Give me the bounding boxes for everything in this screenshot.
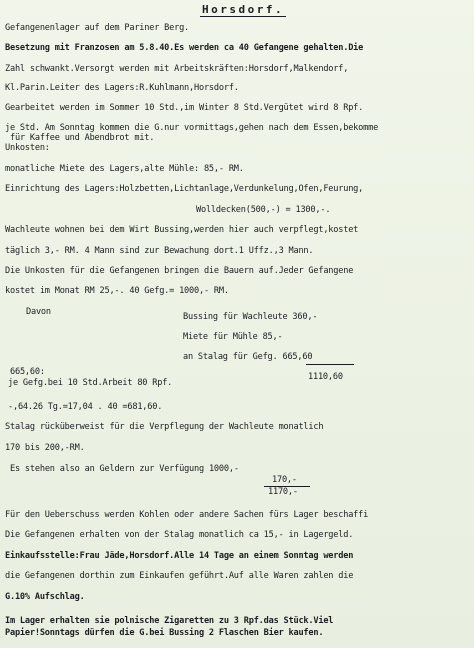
text-line: 665,60: bbox=[10, 367, 45, 377]
text-line: kostet im Monat RM 25,-. 40 Gefg.= 1000,- RM. bbox=[5, 286, 229, 296]
text-line: Die Unkosten für die Gefangenen bringen die Bauern auf.Jeder Gefangene bbox=[5, 266, 354, 276]
text-line: Besetzung mit Franzosen am 5.8.40.Es werden ca 40 Gefangene gehalten.Die bbox=[5, 43, 364, 53]
text-line: Davon bbox=[26, 307, 51, 317]
text-line: Gearbeitet werden im Sommer 10 Std.,im Winter 8 Std.Vergütet wird 8 Rpf. bbox=[5, 103, 364, 113]
text-line: Zahl schwankt.Versorgt werden mit Arbeitskräften:Horsdorf,Malkendorf, bbox=[5, 64, 349, 74]
text-line: Für den Ueberschuss werden Kohlen oder andere Sachen fürs Lager beschaffi bbox=[5, 510, 369, 520]
text-line: Gefangenenlager auf dem Pariner Berg. bbox=[5, 23, 190, 33]
text-line: G.10% Aufschlag. bbox=[5, 592, 85, 602]
text-line: die Gefangenen dorthin zum Einkaufen geführt.Auf alle Waren zahlen die bbox=[5, 571, 354, 581]
sum-rule bbox=[306, 364, 354, 365]
text-line: Die Gefangenen erhalten von der Stalag monatlich ca 15,- in Lagergeld. bbox=[5, 530, 354, 540]
text-line: täglich 3,- RM. 4 Mann sind zur Bewachung dort.1 Uffz.,3 Mann. bbox=[5, 246, 314, 256]
text-line: Einrichtung des Lagers:Holzbetten,Lichtanlage,Verdunkelung,Ofen,Feurung, bbox=[5, 184, 364, 194]
text-line: Im Lager erhalten sie polnische Zigaretten zu 3 Rpf.das Stück.Viel bbox=[5, 616, 334, 626]
text-line: Kl.Parin.Leiter des Lagers:R.Kuhlmann,Horsdorf. bbox=[5, 83, 239, 93]
text-line: Wolldecken(500,-) = 1300,-. bbox=[196, 205, 331, 215]
sum-line: 170,- bbox=[272, 475, 297, 485]
text-line: Stalag rücküberweist für die Verpflegung der Wachleute monatlich bbox=[5, 422, 324, 432]
text-line: -,64.26 Tg.=17,04 . 40 =681,60. bbox=[8, 402, 163, 412]
cost-line: an Stalag für Gefg. 665,60 bbox=[183, 352, 313, 362]
text-line: monatliche Miete des Lagers,alte Mühle: 85,- RM. bbox=[5, 164, 244, 174]
text-line: Wachleute wohnen bei dem Wirt Bussing,werden hier auch verpflegt,kostet bbox=[5, 225, 359, 235]
text-line: Papier!Sonntags dürfen die G.bei Bussing 2 Flaschen Bier kaufen. bbox=[5, 628, 324, 638]
sum-total: 1170,- bbox=[268, 487, 298, 497]
text-line: 170 bis 200,-RM. bbox=[5, 443, 85, 453]
cost-total: 1110,60 bbox=[308, 372, 343, 382]
text-line: je Std. Am Sonntag kommen die G.nur vormittags,gehen nach dem Essen,bekomme bbox=[5, 123, 379, 133]
text-line: für Kaffee und Abendbrot mit. bbox=[10, 133, 155, 143]
text-line: Unkosten: bbox=[5, 143, 50, 153]
text-line: Es stehen also an Geldern zur Verfügung 1000,- bbox=[10, 464, 239, 474]
cost-line: Miete für Mühle 85,- bbox=[183, 332, 283, 342]
text-line: Einkaufsstelle:Frau Jäde,Horsdorf.Alle 14 Tage an einem Sonntag werden bbox=[5, 551, 354, 561]
document-title: Horsdorf. bbox=[202, 3, 285, 16]
cost-line: Bussing für Wachleute 360,- bbox=[183, 312, 318, 322]
text-line: je Gefg.bei 10 Std.Arbeit 80 Rpf. bbox=[8, 378, 173, 388]
